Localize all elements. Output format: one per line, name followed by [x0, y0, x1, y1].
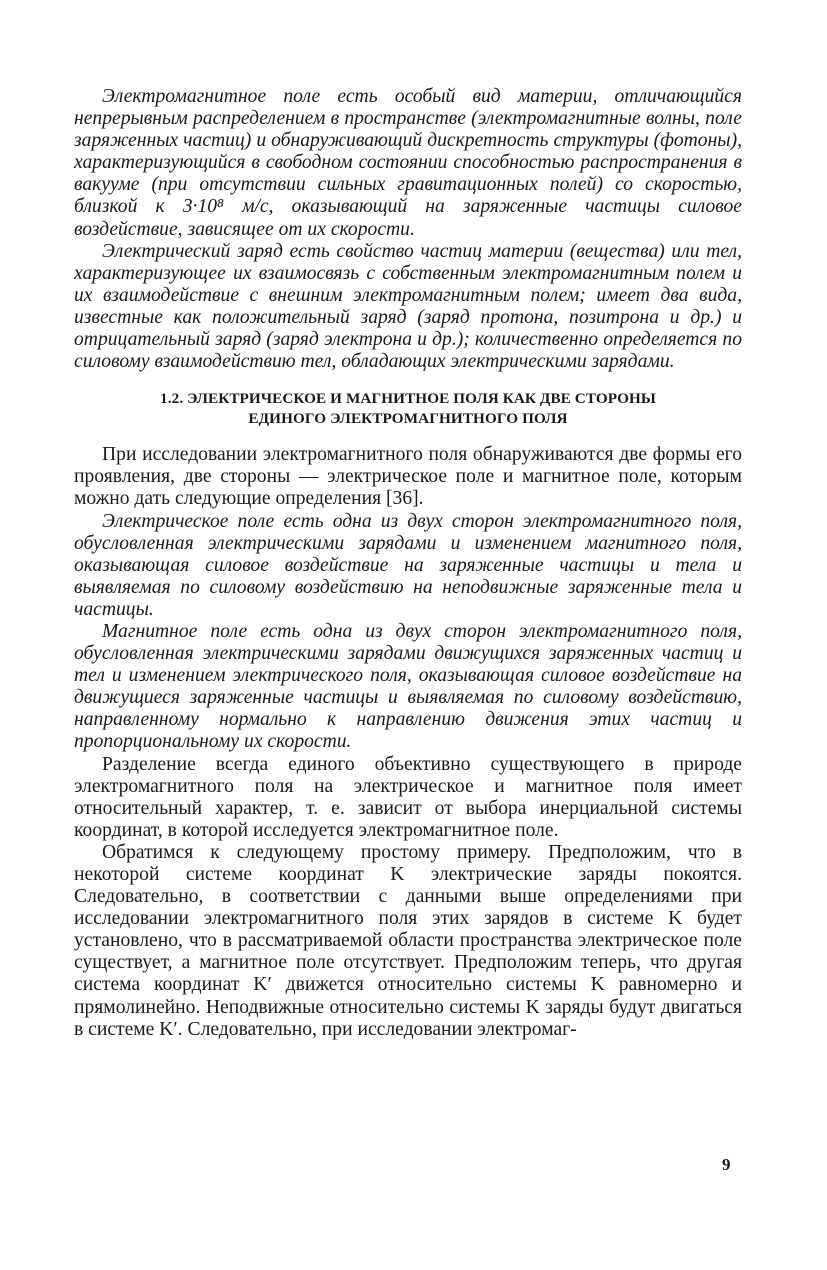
page-number: 9: [722, 1155, 731, 1174]
definition-electric-field: Электрическое поле есть одна из двух сторон электромагнитного поля, обусловленная электрическими зарядами и изменением магнитного поля, оказывающая силовое воздействие на заряженные частицы и тела и выявляемая по силовому воздействию на неподвижные заряженные тела и частицы.: [74, 510, 742, 620]
section-heading-line-1: 1.2. ЭЛЕКТРИЧЕСКОЕ И МАГНИТНОЕ ПОЛЯ КАК ДВЕ СТОРОНЫ: [160, 390, 656, 408]
book-page: [74, 86, 742, 1041]
definition-electromagnetic-field: Электромагнитное поле есть особый вид материи, отличающийся непрерывным распределением в пространстве (электромагнитные волны, поле заряженных частиц) и обнаруживающий дискретность структуры (фотоны), характеризующийся в свободном состоянии способностью распространения в вакууме (при отсутствии сильных гравитационных полей) со скоростью, близкой к 3·10⁸ м/с, оказывающий на заряженные частицы силовое воздействие, зависящее от их скорости.: [74, 86, 742, 240]
definition-electric-charge: Электрический заряд есть свойство частиц материи (вещества) или тел, характеризующее их взаимосвязь с собственным электромагнитным полем и их взаимодействие с внешним электромагнитным полем; имеет два вида, известные как положительный заряд (заряд протона, позитрона и др.) и отрицательный заряд (заряд электрона и др.); количественно определяется по силовому взаимодействию тел, обладающих электрическими зарядами.: [74, 240, 742, 373]
section-heading: [74, 389, 742, 429]
relativity-paragraph: Разделение всегда единого объективно существующего в природе электромагнитного поля на электрическое и магнитное поля имеет относительный характер, т. е. зависит от выбора инерциальной системы координат, в которой исследуется электромагнитное поле.: [74, 753, 742, 841]
example-paragraph: Обратимся к следующему простому примеру. Предположим, что в некоторой системе координат K электрические заряды покоятся. Следовательно, в соответствии с данными выше определениями при исследовании электромагнитного поля этих зарядов в системе K будет установлено, что в рассматриваемой области пространства электрическое поле существует, а магнитное поле отсутствует. Предположим теперь, что другая система координат K′ движется относительно системы K равномерно и прямолинейно. Неподвижные относительно системы K заряды будут двигаться в системе K′. Следовательно, при исследовании электромаг-: [74, 841, 742, 1040]
definition-magnetic-field: Магнитное поле есть одна из двух сторон электромагнитного поля, обусловленная электрическими зарядами движущихся заряженных частиц и тел и изменением электрического поля, оказывающая силовое воздействие на движущиеся заряженные частицы и выявляемая по силовому воздействию, направленному нормально к направлению движения этих частиц и пропорциональному их скорости.: [74, 620, 742, 753]
intro-paragraph: При исследовании электромагнитного поля обнаруживаются две формы его проявления, две стороны — электрическое поле и магнитное поле, которым можно дать следующие определения [36].: [74, 444, 742, 510]
section-heading-line-2: ЕДИНОГО ЭЛЕКТРОМАГНИТНОГО ПОЛЯ: [248, 410, 568, 428]
